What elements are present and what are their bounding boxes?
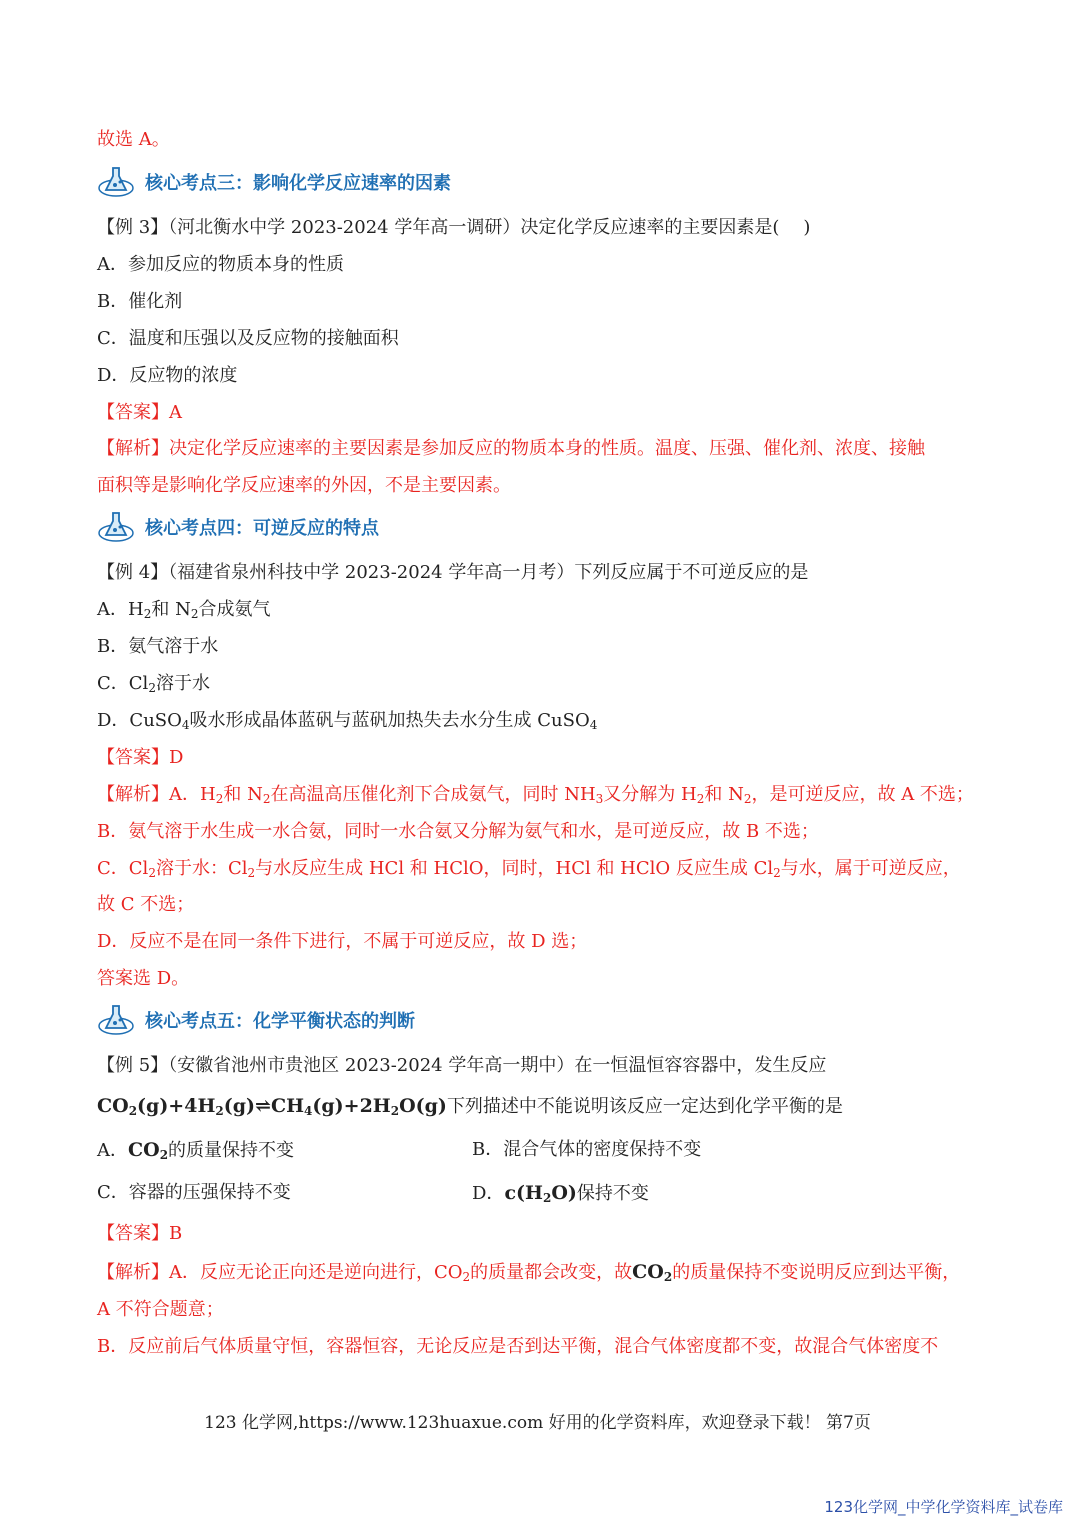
ex4-option-d: D．CuSO$_4$吸水形成晶体蓝矾与蓝矾加热失去水分生成 CuSO$_4$ xyxy=(97,710,598,732)
watermark-link[interactable]: 123化学网_中学化学资料库_试卷库 xyxy=(824,1498,1063,1516)
section-title: 核心考点四：可逆反应的特点 xyxy=(145,518,379,539)
ex4-stem: 【例 4】（福建省泉州科技中学 2023-2024 学年高一月考）下列反应属于不可逆反应的是 xyxy=(97,562,809,583)
ex5-analysis-1: 【解析】A．反应无论正向还是逆向进行，$CO_2$的质量都会改变，故$CO_2$的质量保持不变说明反应到达平衡， xyxy=(97,1261,961,1284)
ex4-option-a: A．$H_2$和 $N_2$合成氨气 xyxy=(97,599,271,621)
conclusion-line: 故选 A。 xyxy=(97,129,170,150)
flask-icon xyxy=(97,509,135,547)
ex3-answer: 【答案】A xyxy=(97,402,182,423)
ex4-answer: 【答案】D xyxy=(97,747,184,768)
ex3-label: 【例 3】 xyxy=(97,217,169,238)
ex4-analysis-1: 【解析】A．$H_2$和 $N_2$在高温高压催化剂下合成氨气，同时 $NH_3$又分解为 $H_2$和 $N_2$，是可逆反应，故 A 不选； xyxy=(97,784,974,806)
ex3-option-c: C．温度和压强以及反应物的接触面积 xyxy=(97,328,399,349)
ex4-analysis-6: 答案选 D。 xyxy=(97,968,190,989)
ex3-option-d: D．反应物的浓度 xyxy=(97,365,238,386)
ex5-answer: 【答案】B xyxy=(97,1223,183,1244)
ex4-analysis-3: C．$Cl_2$溶于水：$Cl_2$与水反应生成 HCl 和 HClO，同时，HCl 和 HClO 反应生成 $Cl_2$与水，属于可逆反应， xyxy=(97,858,961,880)
ex3-text: （河北衡水中学 2023-2024 学年高一调研）决定化学反应速率的主要因素是( xyxy=(168,217,780,238)
ex3-analysis-1: 【解析】决定化学反应速率的主要因素是参加反应的物质本身的性质。温度、压强、催化剂、浓度、接触 xyxy=(97,438,925,459)
ex3-option-a: A．参加反应的物质本身的性质 xyxy=(97,254,344,275)
ex5-option-b: B．混合气体的密度保持不变 xyxy=(472,1139,702,1160)
ex4-analysis-5: D．反应不是在同一条件下进行，不属于可逆反应，故 D 选； xyxy=(97,931,588,952)
ex4-option-c: C．$Cl_2$溶于水 xyxy=(97,673,210,695)
ex4-option-b: B．氨气溶于水 xyxy=(97,636,219,657)
ex5-option-d: D．$c(H_2O)$保持不变 xyxy=(472,1182,649,1205)
ex5-analysis-2: A 不符合题意； xyxy=(97,1299,224,1320)
ex3-analysis-2: 面积等是影响化学反应速率的外因，不是主要因素。 xyxy=(97,475,511,496)
page-footer: 123 化学网,https://www.123huaxue.com 好用的化学资料库，欢迎登录下载！ 第7页 xyxy=(204,1413,871,1433)
ex5-option-c: C．容器的压强保持不变 xyxy=(97,1182,291,1203)
ex5-options-row-2 xyxy=(97,1181,649,1205)
ex3-option-b: B．催化剂 xyxy=(97,291,183,312)
ex3-stem xyxy=(97,216,810,240)
ex5-option-a: A．$CO_2$的质量保持不变 xyxy=(97,1139,295,1162)
ex5-equation-line: $CO_2(g)+4H_2(g)\rightleftharpoons CH_4(g)+2H_2O(g)$下列描述中不能说明该反应一定达到化学平衡的是 xyxy=(97,1095,843,1118)
ex5-stem: 【例 5】（安徽省池州市贵池区 2023-2024 学年高一期中）在一恒温恒容容器中，发生反应 xyxy=(97,1055,827,1076)
section-title: 核心考点五：化学平衡状态的判断 xyxy=(145,1011,415,1032)
ex5-analysis-3: B．反应前后气体质量守恒，容器恒容，无论反应是否到达平衡，混合气体密度都不变，故混合气体密度不 xyxy=(97,1336,939,1357)
ex4-analysis-2: B．氨气溶于水生成一水合氨，同时一水合氨又分解为氨气和水，是可逆反应，故 B 不选； xyxy=(97,821,819,842)
flask-icon xyxy=(97,164,135,202)
ex3-paren: ) xyxy=(803,217,811,238)
reaction-equation: $CO_2(g)+4H_2(g)\rightleftharpoons CH_4(g)+2H_2O(g)$ xyxy=(97,1095,447,1118)
ex5-options-row-1 xyxy=(97,1138,702,1163)
section-title: 核心考点三：影响化学反应速率的因素 xyxy=(145,173,451,194)
ex4-analysis-4: 故 C 不选； xyxy=(97,894,195,915)
flask-icon xyxy=(97,1002,135,1040)
